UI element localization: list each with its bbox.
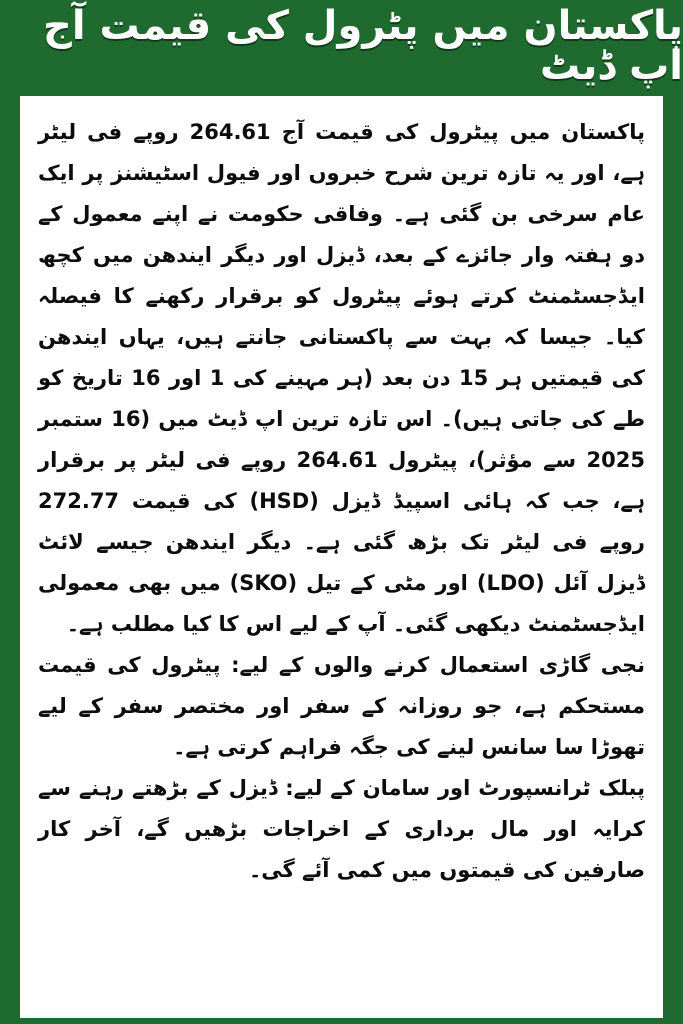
article-card <box>20 96 663 1018</box>
headline: پاکستان میں پٹرول کی قیمت آج اپ ڈیٹ <box>43 3 683 89</box>
article-paragraph-public-transport: پبلک ٹرانسپورٹ اور سامان کے لیے: ڈیزل کے بڑھتے رہنے سے کرایہ اور مال برداری کے اخراجات بڑھیں گے، آخر کار صارفین کی قیمتوں میں کمی آئے گی۔ <box>38 776 645 882</box>
article-paragraph-private-vehicles: نجی گاڑی استعمال کرنے والوں کے لیے: پیٹرول کی قیمت مستحکم ہے، جو روزانہ کے سفر اور مختصر سفر کے لیے تھوڑا سا سانس لینے کی جگہ فراہم کرتی ہے۔ <box>38 653 645 759</box>
title-banner <box>0 0 683 92</box>
article-paragraph-intro: پاکستان میں پیٹرول کی قیمت آج 264.61 روپے فی لیٹر ہے، اور یہ تازہ ترین شرح خبروں اور فیول اسٹیشنز پر ایک عام سرخی بن گئی ہے۔ وفاقی حکومت نے اپنے معمول کے دو ہفتہ وار جائزے کے بعد، ڈیزل اور دیگر ایندھن میں کچھ ایڈجسٹمنٹ کرتے ہوئے پیٹرول کو برقرار رکھنے کا فیصلہ کیا۔ جیسا کہ بہت سے پاکستانی جانتے ہیں، یہاں ایندھن کی قیمتیں ہر 15 دن بعد (ہر مہینے کی 1 اور 16 تاریخ کو طے کی جاتی ہیں)۔ اس تازہ ترین اپ ڈیٹ میں (16 ستمبر 2025 سے مؤثر)، پیٹرول 264.61 روپے فی لیٹر پر برقرار ہے، جب کہ ہائی اسپیڈ ڈیزل (HSD) کی قیمت 272.77 روپے فی لیٹر تک بڑھ گئی ہے۔ دیگر ایندھن جیسے لائٹ ڈیزل آئل (LDO) اور مٹی کے تیل (SKO) میں بھی معمولی ایڈجسٹمنٹ دیکھی گئی۔ آپ کے لیے اس کا کیا مطلب ہے۔ <box>38 120 646 636</box>
article-body <box>38 112 645 891</box>
